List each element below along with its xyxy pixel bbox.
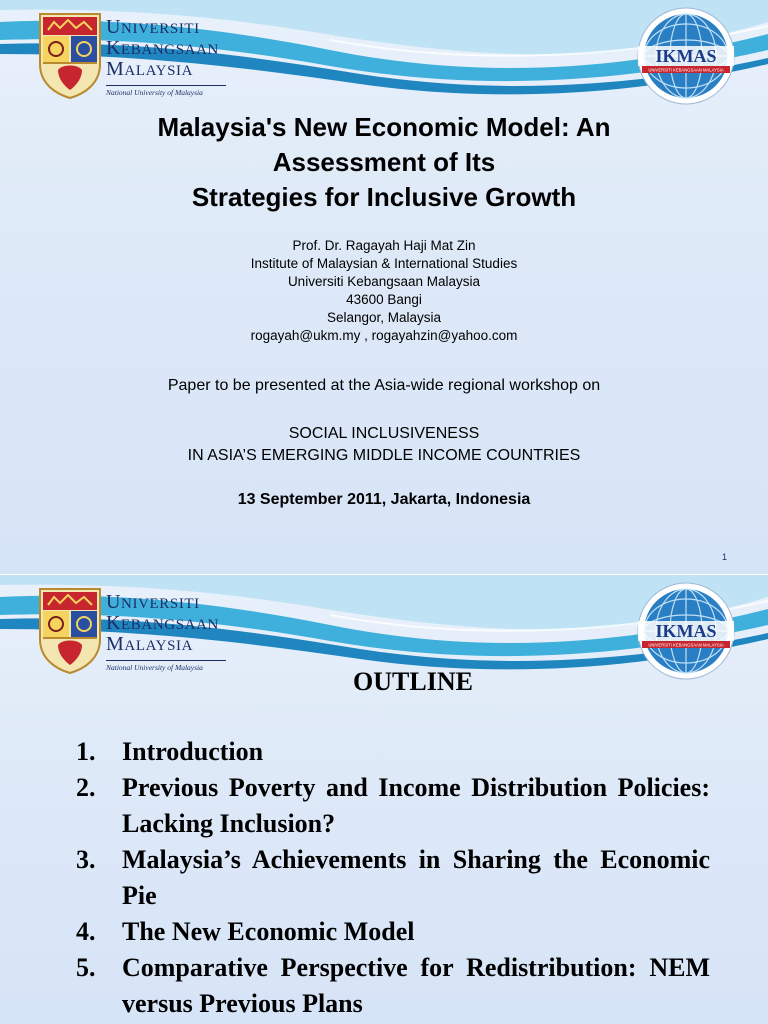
list-item-number: 4. <box>76 917 96 946</box>
ukm-cap-letter: M <box>106 58 125 80</box>
outline-title: OUTLINE <box>353 667 473 696</box>
title-line: Assessment of Its <box>272 147 496 177</box>
ukm-cap-letter: U <box>106 16 122 38</box>
list-item <box>76 842 710 914</box>
ikmas-name: IKMAS <box>655 621 717 641</box>
list-item-number: 2. <box>76 773 96 802</box>
ikmas-logo <box>636 581 736 681</box>
list-item-number: 1. <box>76 737 96 766</box>
ukm-wordmark <box>106 18 226 97</box>
list-item <box>76 950 710 1022</box>
author-institute: Institute of Malaysian & International Studies <box>250 256 518 271</box>
list-item-text: Previous Poverty and Income Distribution Policies: Lacking Inclusion? <box>122 773 710 838</box>
author-emails: rogayah@ukm.my , rogayahzin@yahoo.com <box>250 328 518 343</box>
author-university: Universiti Kebangsaan Malaysia <box>287 274 481 289</box>
ukm-subtitle: National University of Malaysia <box>106 85 226 97</box>
ukm-cap-letter: K <box>106 612 122 634</box>
outline-list <box>76 734 710 1022</box>
ikmas-banner: UNIVERSITI KEBANGSAAN MALAYSIA <box>648 67 724 73</box>
ikmas-name: IKMAS <box>655 46 717 66</box>
list-item-number: 3. <box>76 845 96 874</box>
list-item-text: Introduction <box>122 737 264 766</box>
ukm-logo <box>38 587 218 677</box>
list-item <box>76 734 710 770</box>
ukm-cap-letter: M <box>106 633 125 655</box>
ukm-word: ALAYSIA <box>124 63 194 79</box>
ikmas-logo <box>636 6 736 106</box>
author-block <box>134 237 634 345</box>
list-item-text: Comparative Perspective for Redistribution: NEM versus Previous Plans <box>122 953 710 1018</box>
list-item-number: 5. <box>76 953 96 982</box>
ukm-cap-letter: U <box>106 591 122 613</box>
ukm-crest-icon <box>38 12 102 100</box>
list-item-text: The New Economic Model <box>122 917 415 946</box>
slide-1-title <box>84 110 684 215</box>
ukm-subtitle: National University of Malaysia <box>106 660 226 672</box>
list-item <box>76 914 710 950</box>
slide-2 <box>0 575 768 1024</box>
list-item <box>76 770 710 842</box>
ukm-word: NIVERSITI <box>121 21 200 37</box>
ukm-word: ALAYSIA <box>124 638 194 654</box>
workshop-line: SOCIAL INCLUSIVENESS <box>288 425 480 442</box>
ukm-logo <box>38 12 218 102</box>
ukm-crest-icon <box>38 587 102 675</box>
event-date: 13 September 2011, Jakarta, Indonesia <box>237 491 531 508</box>
title-line: Strategies for Inclusive Growth <box>191 182 577 212</box>
ukm-cap-letter: K <box>106 37 122 59</box>
list-item-text: Malaysia’s Achievements in Sharing the Economic Pie <box>122 845 710 910</box>
ukm-word: EBANGSAAN <box>121 42 219 58</box>
author-postcode: 43600 Bangi <box>346 292 422 307</box>
ukm-word: NIVERSITI <box>121 596 200 612</box>
ukm-word: EBANGSAAN <box>121 617 219 633</box>
page-number: 1 <box>722 552 728 562</box>
ukm-wordmark <box>106 593 226 672</box>
ikmas-banner: UNIVERSITI KEBANGSAAN MALAYSIA <box>648 642 724 648</box>
workshop-intro: Paper to be presented at the Asia-wide regional workshop on <box>167 377 601 394</box>
author-name: Prof. Dr. Ragayah Haji Mat Zin <box>292 238 476 253</box>
title-line: Malaysia's New Economic Model: An <box>157 112 611 142</box>
workshop-line: IN ASIA’S EMERGING MIDDLE INCOME COUNTRIES <box>187 447 581 464</box>
author-state: Selangor, Malaysia <box>326 310 442 325</box>
workshop-title <box>84 423 684 467</box>
